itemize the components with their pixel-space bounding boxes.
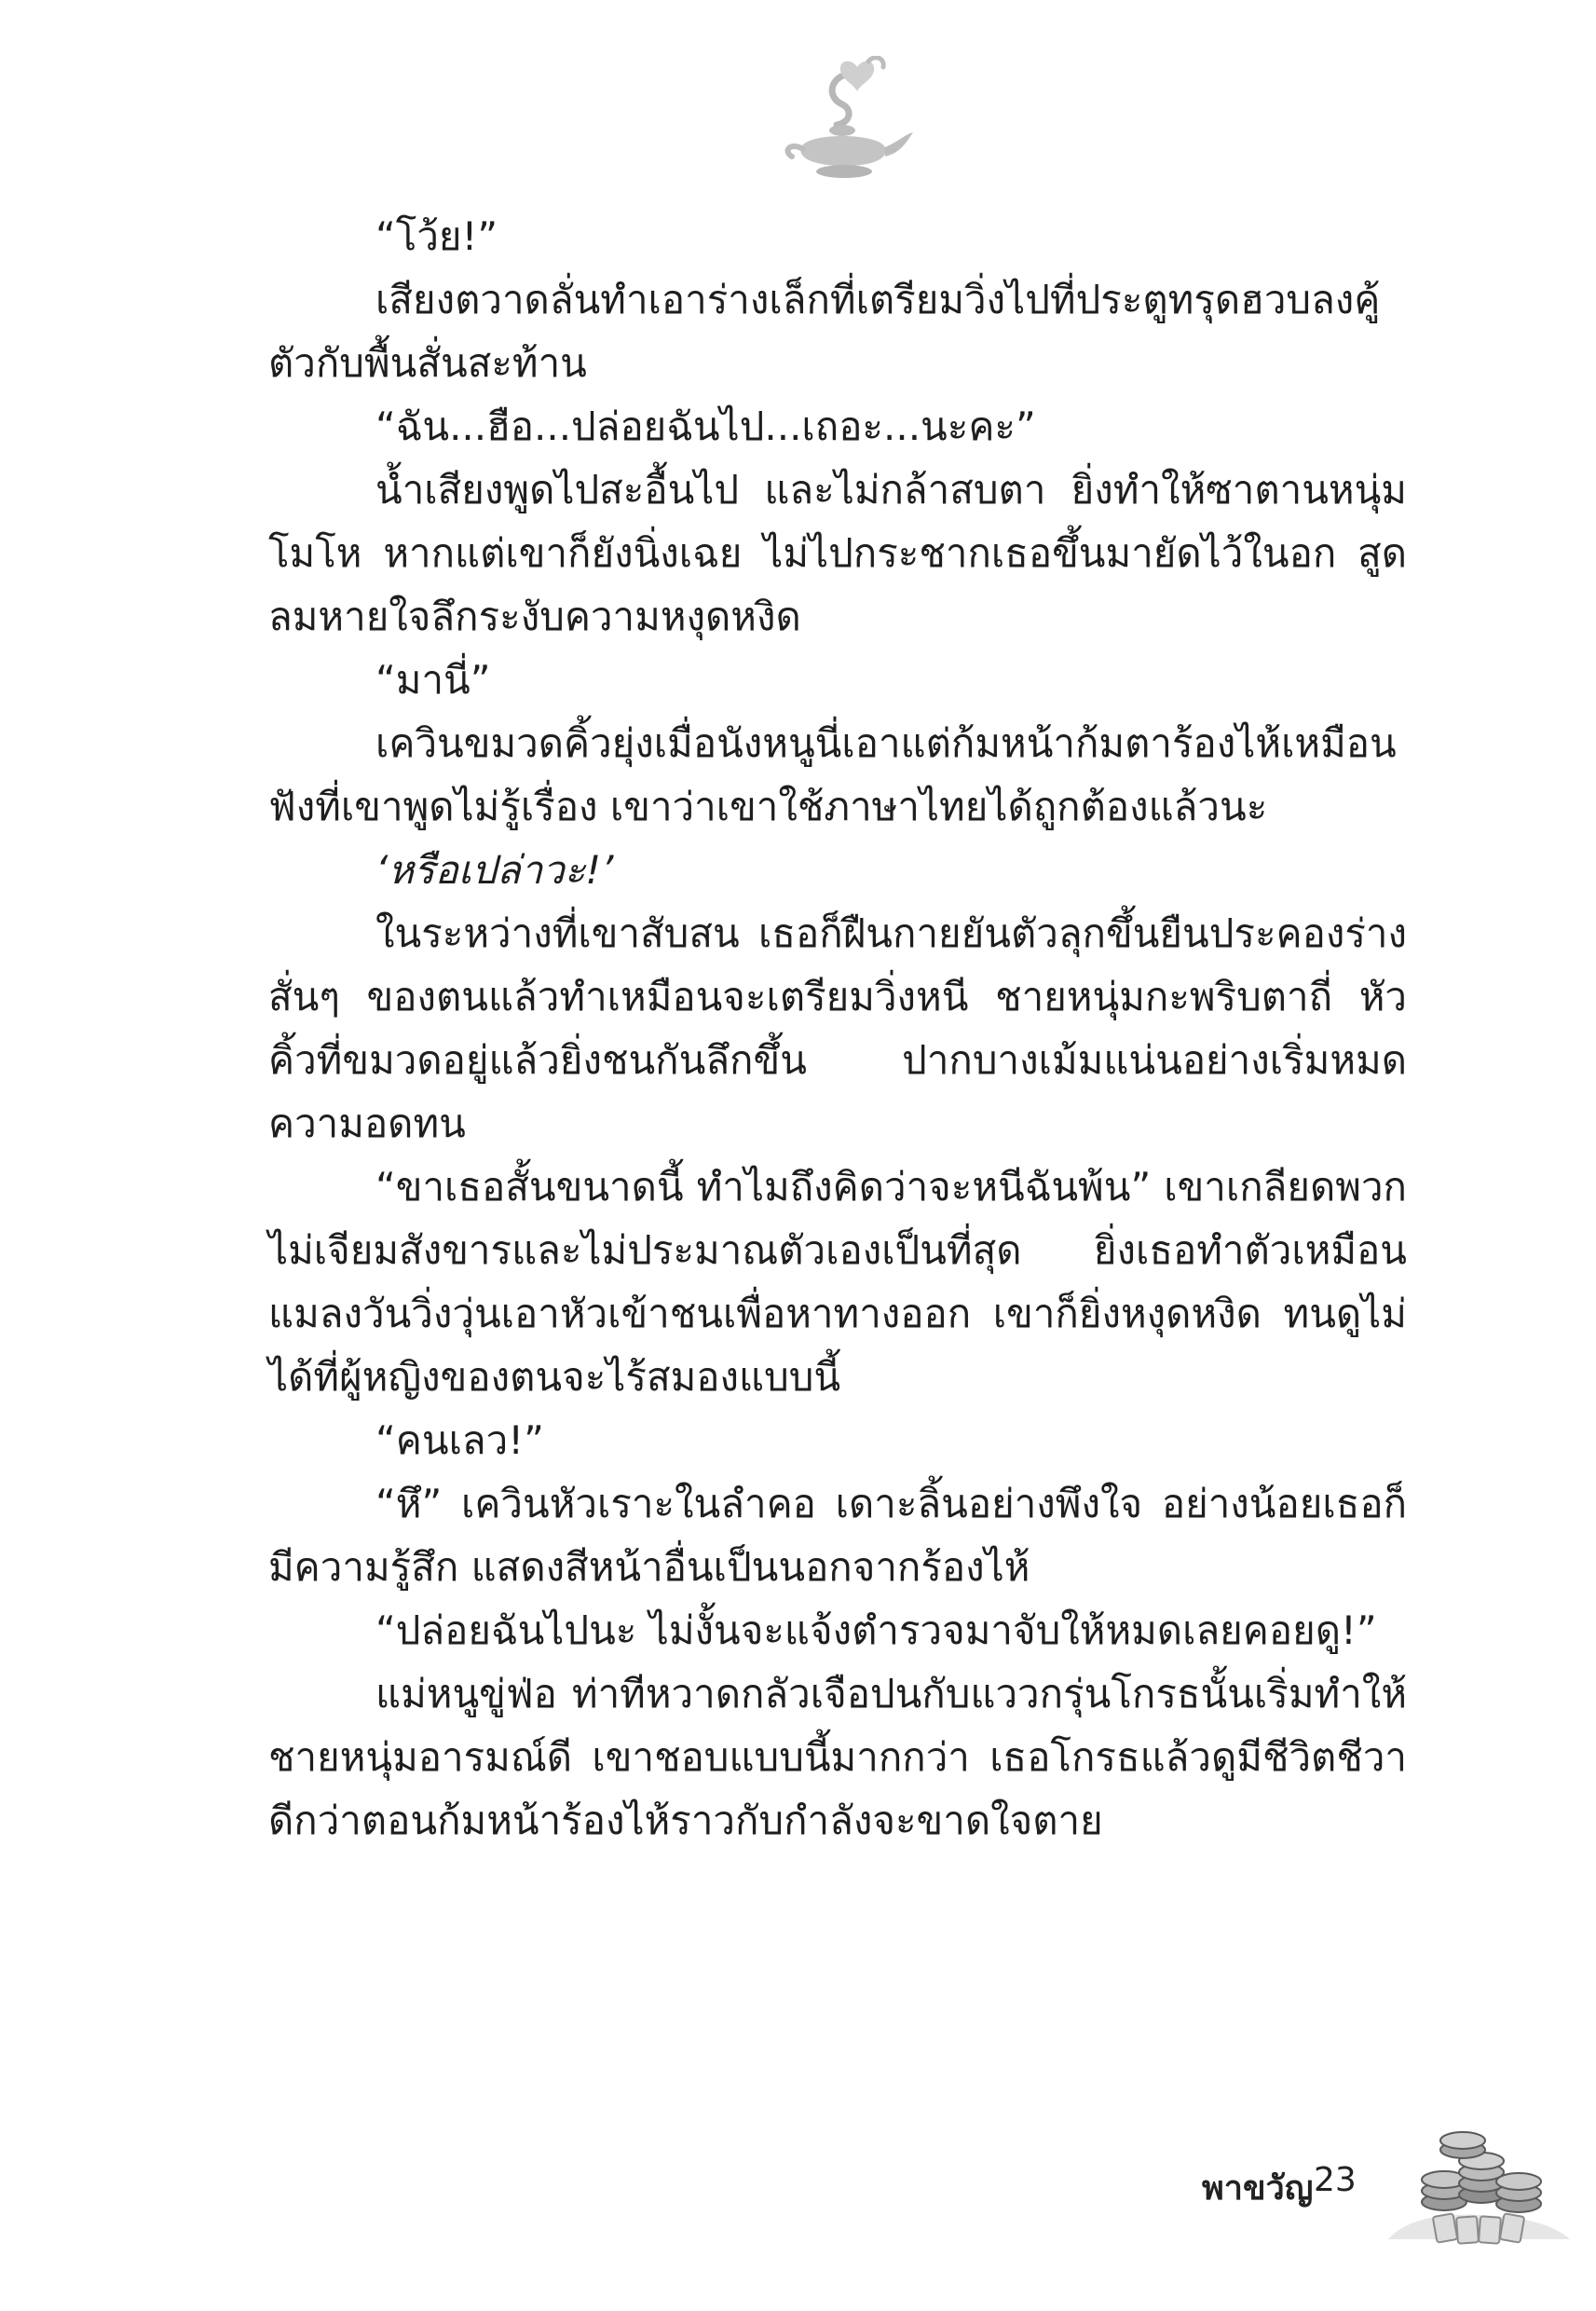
genie-lamp-icon (764, 56, 922, 186)
paragraph: “ขาเธอสั้นขนาดนี้ ทำไมถึงคิดว่าจะหนีฉันพ้น” เขาเกลียดพวกไม่เจียมสังขารและไม่ประมาณตัวเองเป็นที่สุด ยิ่งเธอทำตัวเหมือนแมลงวันวิ่งวุ่นเอาหัวเข้าชนเพื่อหาทางออก เขาก็ยิ่งหงุดหงิด ทนดูไม่ได้ที่ผู้หญิงของตนจะไร้สมองแบบนี้ (268, 1164, 1407, 1400)
paragraph: เควินขมวดคิ้วยุ่งเมื่อนังหนูนี่เอาแต่ก้มหน้าก้มตาร้องไห้เหมือนฟังที่เขาพูดไม่รู้เรื่อง เขาว่าเขาใช้ภาษาไทยได้ถูกต้องแล้วนะ (268, 720, 1397, 829)
body-text (268, 205, 1407, 1853)
paragraph: “คนเลว!” (375, 1417, 544, 1463)
paragraph: เสียงตวาดลั่นทำเอาร่างเล็กที่เตรียมวิ่งไปที่ประตูทรุดฮวบลงคู้ตัวกับพื้นสั่นสะท้าน (268, 277, 1381, 386)
poker-chips-icon (1379, 2129, 1575, 2246)
paragraph: น้ำเสียงพูดไปสะอื้นไป และไม่กล้าสบตา ยิ่งทำให้ซาตานหนุ่มโมโห หากแต่เขาก็ยังนิ่งเฉย ไม่ไปกระชากเธอขึ้นมายัดไว้ในอก สูดลมหายใจลึกระงับความหงุดหงิด (268, 467, 1407, 639)
paragraph: “หึ” เควินหัวเราะในลำคอ เดาะลิ้นอย่างพึงใจ อย่างน้อยเธอก็มีความรู้สึก แสดงสีหน้าอื่นเป็นนอกจากร้องไห้ (268, 1481, 1407, 1590)
paragraph: “โว้ย!” (375, 213, 498, 259)
paragraph: “มานี่” (375, 657, 491, 703)
paragraph: ‘หรือเปล่าวะ!’ (375, 847, 614, 893)
paragraph: “ฉัน...ฮือ...ปล่อยฉันไป...เถอะ...นะคะ” (375, 403, 1036, 449)
paragraph: แม่หนูขู่ฟ่อ ท่าทีหวาดกลัวเจือปนกับแววกรุ่นโกรธนั้นเริ่มทำให้ชายหนุ่มอารมณ์ดี เขาชอบแบบนี้มากกว่า เธอโกรธแล้วดูมีชีวิตชีวาดีกว่าตอนก้มหน้าร้องไห้ราวกับกำลังจะขาดใจตาย (268, 1671, 1407, 1843)
page-footer (1202, 2129, 1593, 2260)
paragraph: ในระหว่างที่เขาสับสน เธอก็ฝืนกายยันตัวลุกขึ้นยืนประคองร่างสั่นๆ ของตนแล้วทำเหมือนจะเตรียมวิ่งหนี ชายหนุ่มกะพริบตาถี่ หัวคิ้วที่ขมวดอยู่แล้วยิ่งชนกันลึกขึ้น ปากบางเม้มแน่นอย่างเริ่มหมดความอดทน (268, 910, 1407, 1146)
paragraph: “ปล่อยฉันไปนะ ไม่งั้นจะแจ้งตำรวจมาจับให้หมดเลยคอยดู!” (375, 1607, 1377, 1653)
page-number: 23 (1314, 2161, 1357, 2199)
book-title: พาขวัญ (1202, 2169, 1314, 2208)
